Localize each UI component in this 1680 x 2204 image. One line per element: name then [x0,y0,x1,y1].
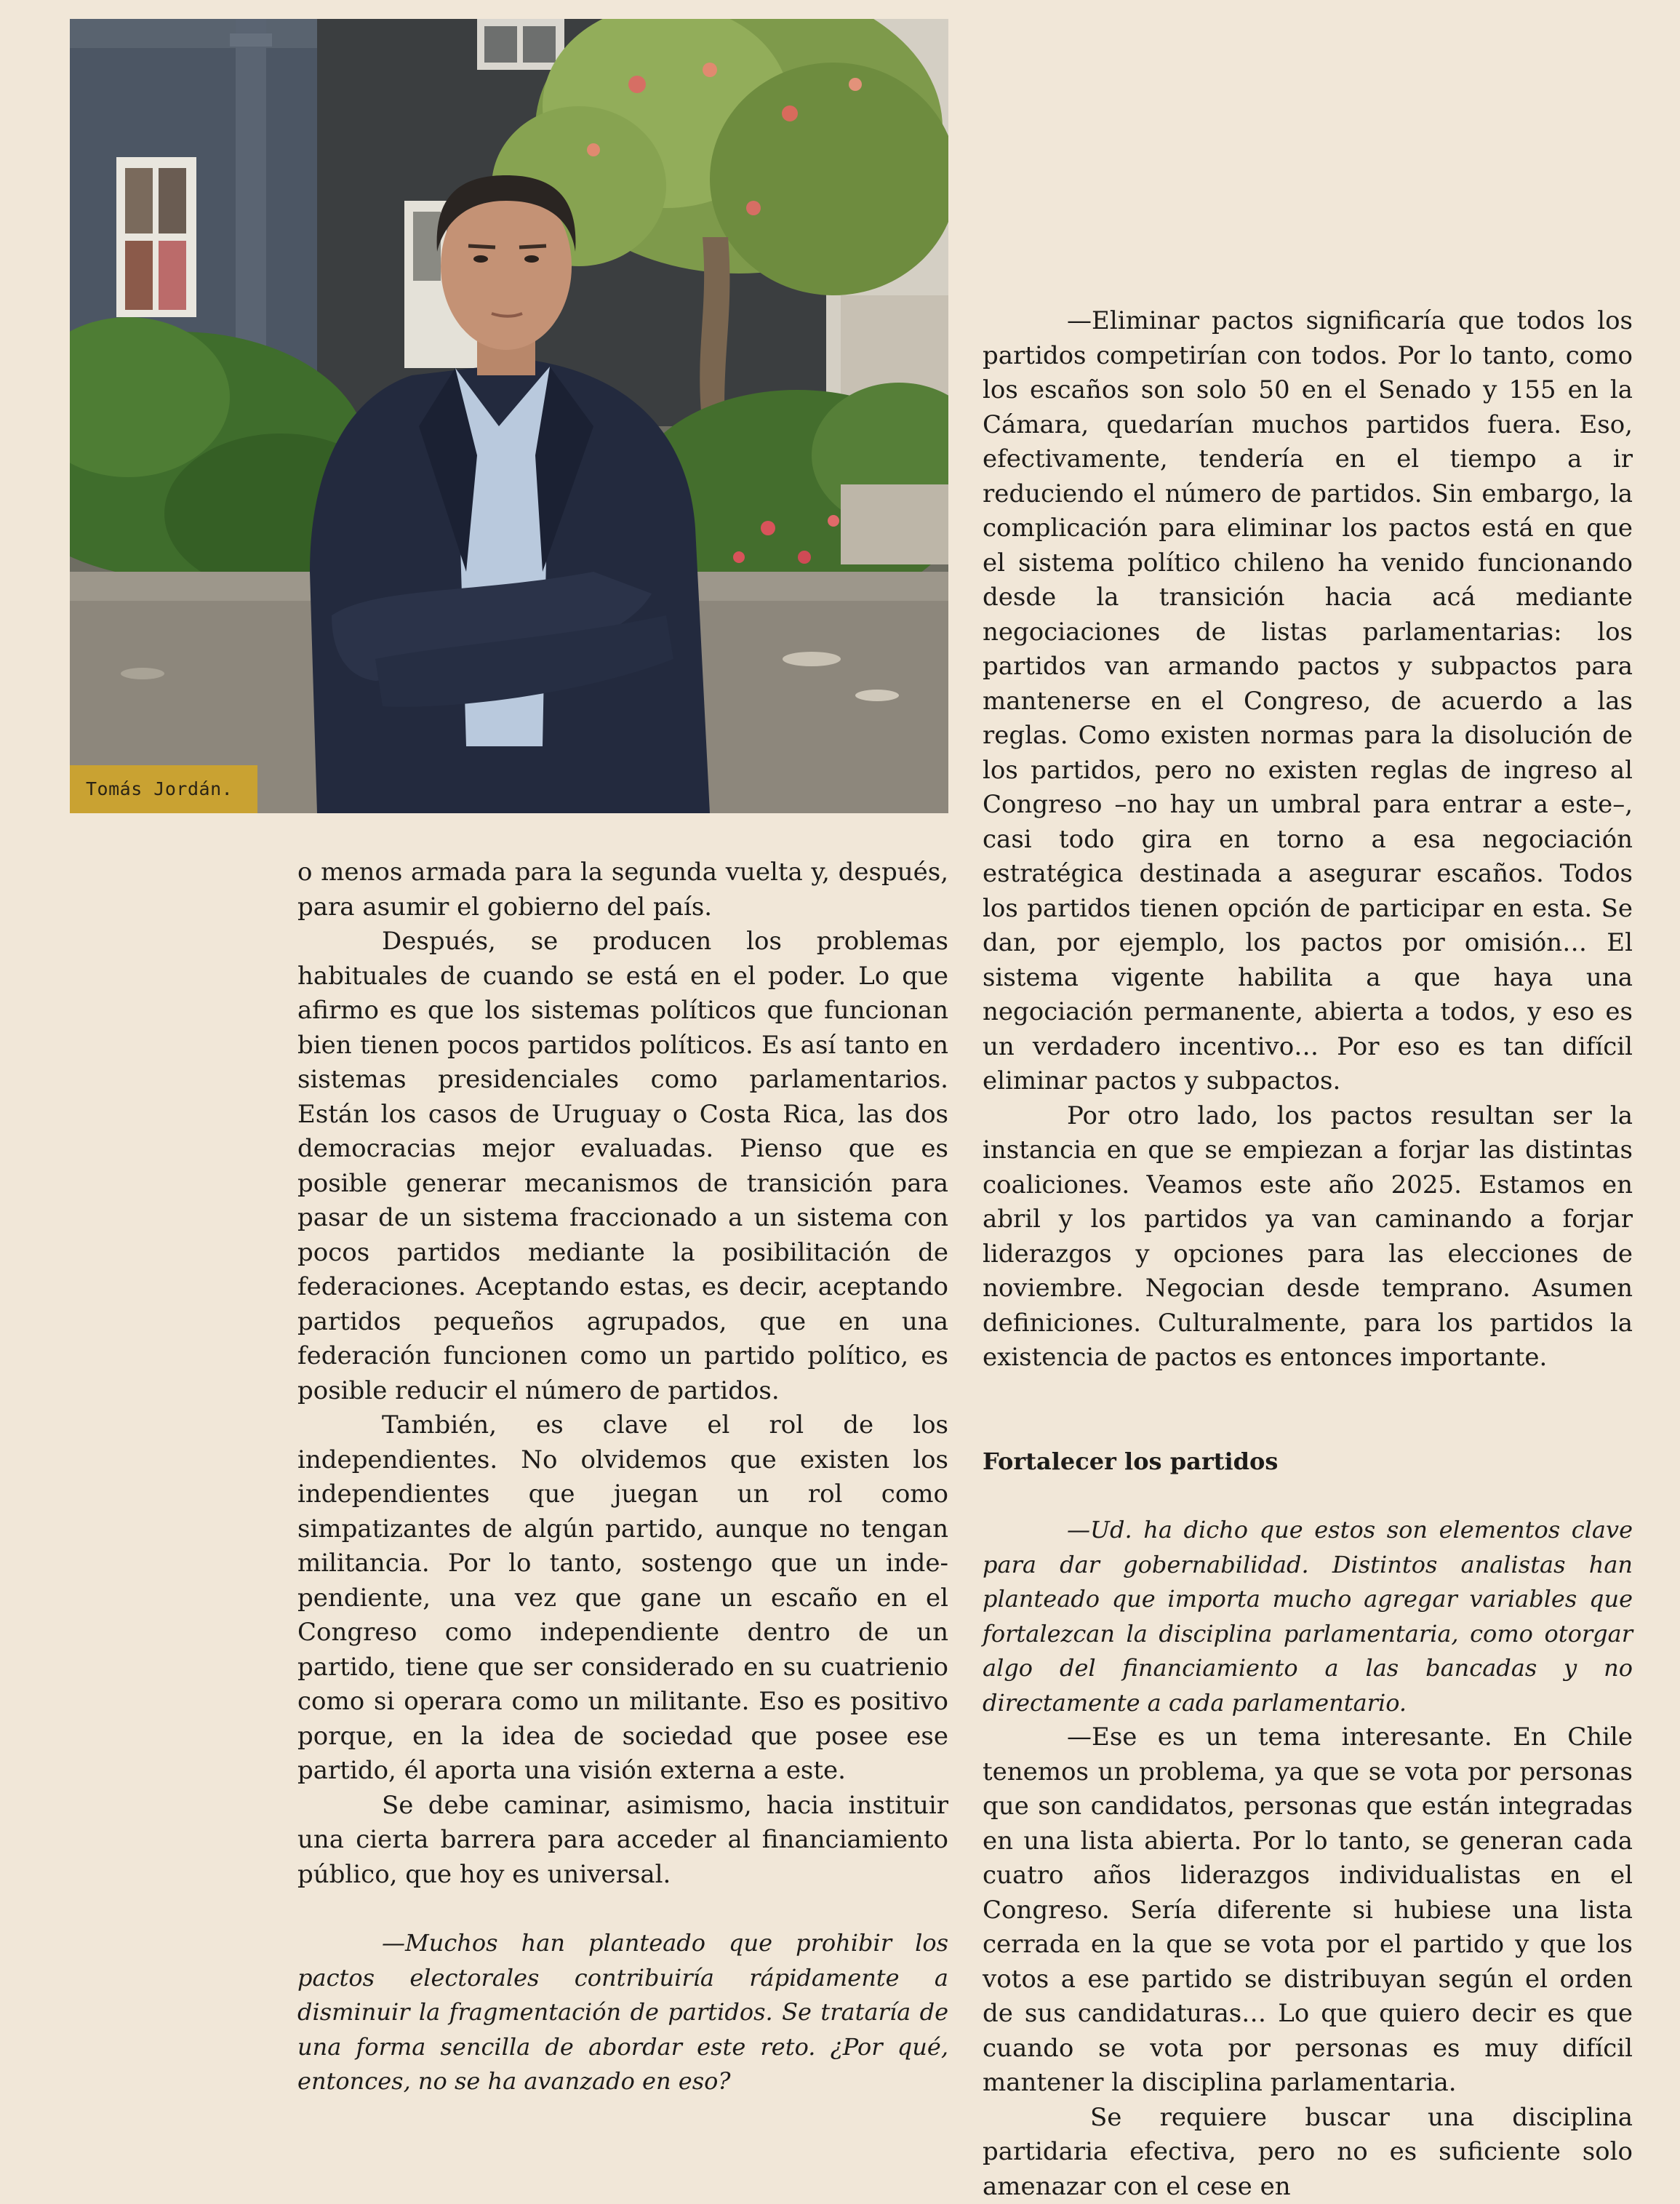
paragraph: —Eliminar pactos significaría que todos los partidos competirían con todos. Por lo tanto, como los escaños son solo 50 en el Senado y 155 en la Cámara, quedarían muchos partidos fuera. Eso, efectivamente, tendería en el tiempo a ir reduciendo el número de partidos. Sin embargo, la complicación para eliminar los pactos está en que el sistema político chileno ha venido funcionando desde la transición hacia acá mediante negociaciones de listas parlamentarias: los partidos van armando pactos y subpactos para mantenerse en el Congreso, de acuerdo a las reglas. Como existen normas para la disolución de los partidos, pero no existen reglas de ingreso al Congreso –no hay un umbral para entrar a este–, casi todo gira en torno a esa negociación estratégica destinada a asegurar escaños. Todos los partidos tienen opción de participar en esta. Se dan, por ejemplo, los pactos por omisión… El sistema vigente habilita a que haya una negociación permanente, abierta a todos, y eso es un verdadero incentivo… Por eso es tan difícil eliminar pactos y subpactos. [983,304,1633,1099]
curb [841,484,948,564]
section-heading: Fortalecer los partidos [983,1445,1633,1480]
paragraph: —Ese es un tema interesante. En Chile tenemos un problema, ya que se vota por personas que son candidatos, personas que están integradas en una lista abierta. Por lo tanto, se generan cada cuatro años liderazgos individualistas en el Congreso. Sería diferente si hubiese una lista cerrada en la que se vota por el partido y que los votos a ese partido se distribuyan según el orden de sus candidaturas… Lo que quiero decir es que cuando se vota por personas es muy difícil mantener la disciplina parlamentaria. [983,1720,1633,2101]
paragraph: o menos armada para la segunda vuelta y, después, para asumir el gobierno del país. [297,855,948,925]
building-left-trim [70,19,317,48]
portrait-photo [70,19,948,813]
left-column [297,855,948,2099]
paragraph: Se requiere buscar una disciplina partidaria efectiva, pero no es suficiente solo amenazar con el cese en [983,2101,1633,2204]
interview-question: —Ud. ha dicho que estos son elementos clave para dar gobernabilidad. Distintos analistas han planteado que importa mucho agregar variables que fortalezcan la disciplina parlamentaria, como otorgar algo del financiamiento a las bancadas y no directamente a cada parlamentario. [983,1513,1633,1720]
paragraph: También, es clave el rol de los independientes. No olvidemos que existen los independientes que juegan un rol como simpatizantes de algún partido, aunque no tengan militancia. Por lo tanto, sostengo que un independiente, una vez que gane un escaño en el Congreso como independiente dentro de un partido, tiene que ser considerado en su cuatrienio como si operara como un militante. Eso es positivo porque, en la idea de sociedad que posee ese partido, él aporta una visión externa a este. [297,1408,948,1789]
right-column [983,304,1633,2204]
paragraph: Se debe caminar, asimismo, hacia instituir una cierta barrera para acceder al financiamiento público, que hoy es universal. [297,1789,948,1893]
photo-caption: Tomás Jordán. [70,765,257,813]
paragraph: Por otro lado, los pactos resultan ser la instancia en que se empiezan a forjar las distintas coaliciones. Veamos este año 2025. Estamos en abril y los partidos ya van caminando a forjar liderazgos y opciones para las elecciones de noviembre. Negocian desde temprano. Asumen definiciones. Culturalmente, para los partidos la existencia de pactos es entonces importante. [983,1099,1633,1375]
interview-question: —Muchos han planteado que prohibir los pactos electorales contribuiría rápidamente a disminuir la fragmentación de partidos. Se trataría de una forma sencilla de abordar este reto. ¿Por qué, entonces, no se ha avanzado en eso? [297,1926,948,2099]
paragraph: Después, se producen los problemas habituales de cuando se está en el poder. Lo que afirmo es que los sistemas políticos que funcionan bien tienen pocos partidos políticos. Es así tanto en sistemas presidenciales como parlamentarios. Están los casos de Uruguay o Costa Rica, las dos democracias mejor evaluadas. Pienso que es posible generar mecanismos de transición para pasar de un sistema fraccionado a un sistema con pocos partidos mediante la posibilitación de federaciones. Aceptando estas, es decir, aceptando partidos pequeños agrupados, que en una federación funcionen como un partido político, es posible reducir el número de partidos. [297,925,948,1408]
portrait-illustration [70,19,948,813]
